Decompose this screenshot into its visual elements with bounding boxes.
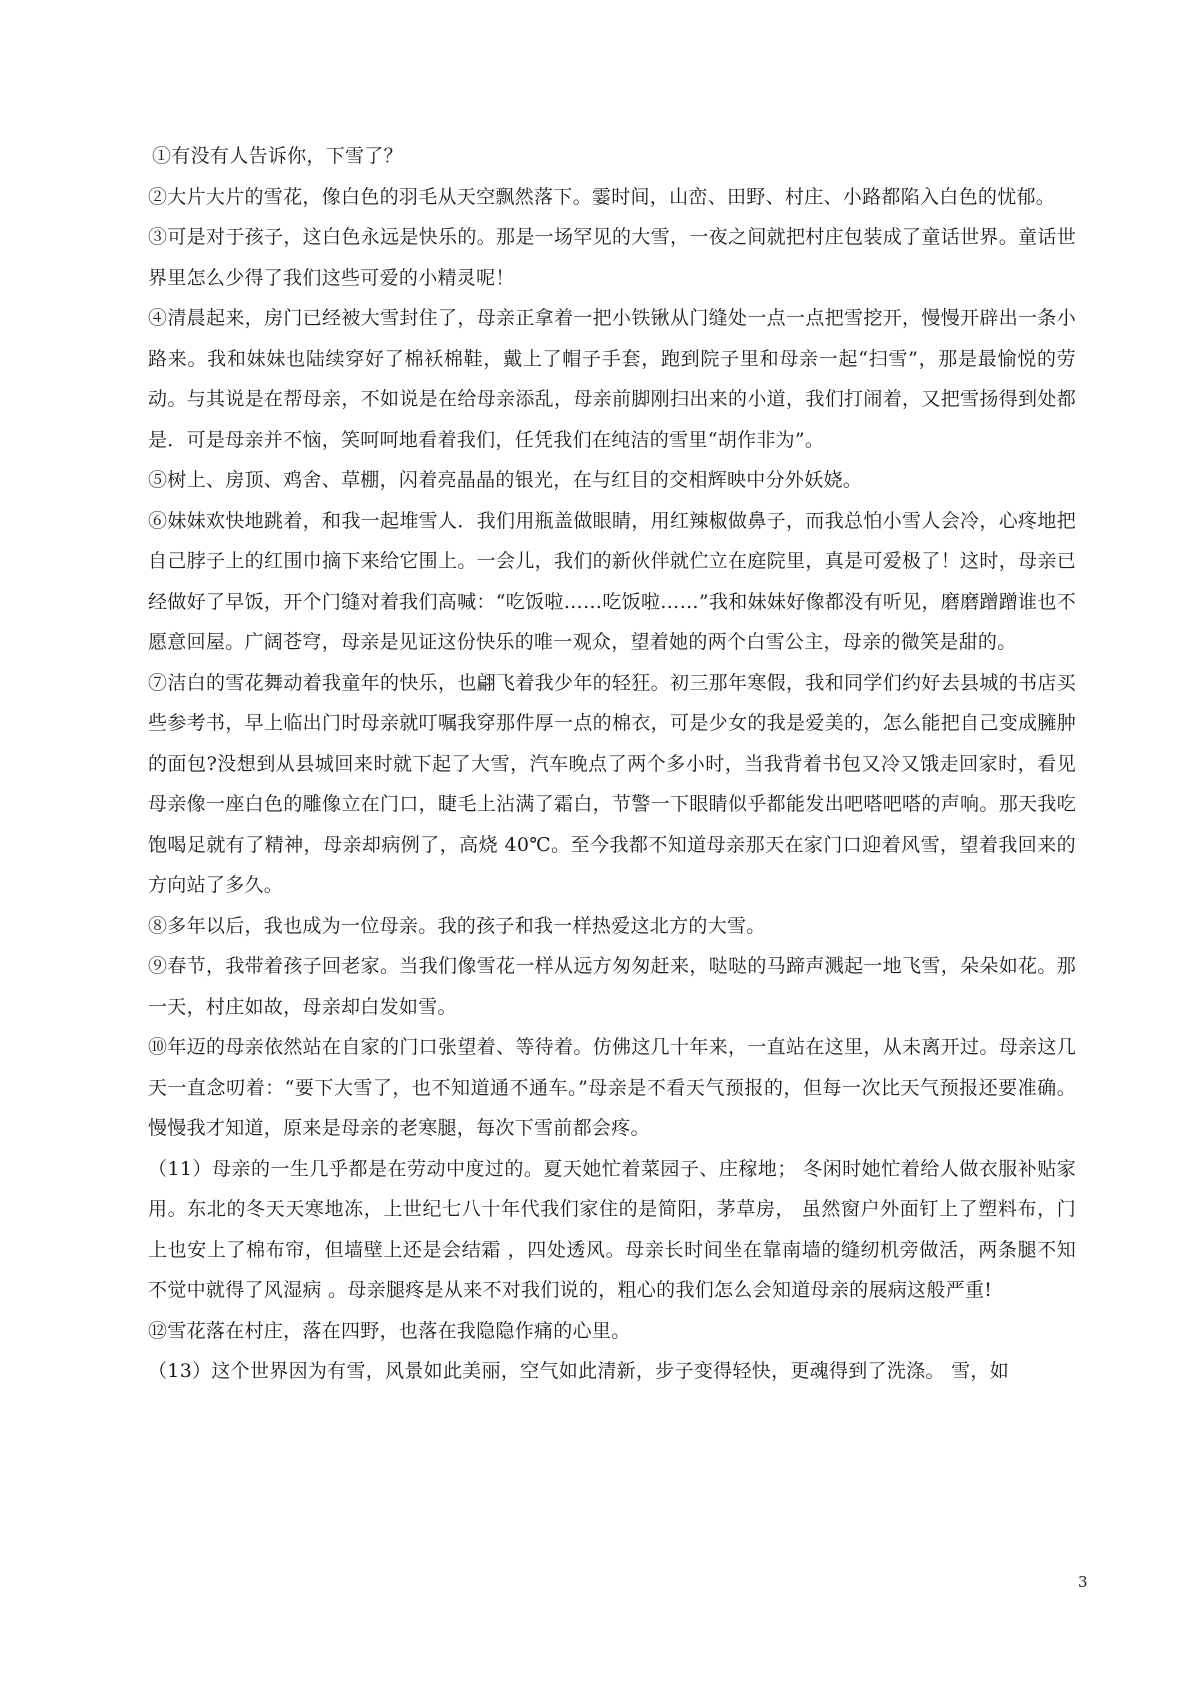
paragraph-12: ⑫雪花落在村庄，落在四野，也落在我隐隐作痛的心里。 <box>148 1319 631 1342</box>
paragraph-13: （13）这个世界因为有雪，风景如此美丽，空气如此清新，步子变得轻快，更魂得到了洗涤。 雪，如 <box>148 1360 1010 1382</box>
page-number: 3 <box>1078 1573 1088 1591</box>
paragraph-10: ⑩年迈的母亲依然站在自家的门口张望着、等待着。仿佛这几十年来，一直站在这里，从未离开过。母亲这几天一直念叨着：“要下大雪了，也不知道通不通车。”母亲是不看天气预报的，但每一次比天气预报还要准确。慢慢我才知道，原来是母亲的老寒腿，每次下雪前都会疼。 <box>148 1036 1076 1139</box>
paragraph-3: ③可是对于孩子，这白色永远是快乐的。那是一场罕见的大雪，一夜之间就把村庄包装成了童话世界。童话世界里怎么少得了我们这些可爱的小精灵呢！ <box>148 226 1076 289</box>
paragraph-11: （11）母亲的一生几乎都是在劳动中度过的。夏天她忙着菜园子、庄稼地； 冬闲时她忙着给人做衣服补贴家用。东北的冬天天寒地冻，上世纪七八十年代我们家住的是简阳，茅草房， 虽然窗户外面钉上了塑料布，门上也安上了棉布帘，但墙壁上还是会结霜 ，四处透风。母亲长时间坐在靠南墙的缝纫机旁做活，两条腿不知不觉中就得了风湿病 。母亲腿疼是从来不对我们说的，粗心的我们怎么会知道母亲的展病这般严重! <box>148 1157 1076 1301</box>
paragraph-8: ⑧多年以后，我也成为一位母亲。我的孩子和我一样热爱这北方的大雪。 <box>148 914 766 937</box>
paragraph-6: ⑥妹妹欢快地跳着，和我一起堆雪人．我们用瓶盖做眼睛，用红辣椒做鼻子，而我总怕小雪人会冷，心疼地把自己脖子上的红围巾摘下来给它围上。一会儿，我们的新伙伴就伫立在庭院里，真是可爱极了！这时，母亲已经做好了早饭，开个门缝对着我们高喊：“吃饭啦……吃饭啦……”我和妹妹好像都没有听见，磨磨蹭蹭谁也不愿意回屋。广阔苍穹，母亲是见证这份快乐的唯一观众，望着她的两个白雪公主，母亲的微笑是甜的。 <box>148 509 1076 653</box>
paragraph-2: ②大片大片的雪花，像白色的羽毛从天空飘然落下。霎时间，山峦、田野、村庄、小路都陷入白色的忧郁。 <box>148 185 1056 208</box>
article-body <box>148 136 1076 1392</box>
paragraph-9: ⑨春节，我带着孩子回老家。当我们像雪花一样从远方匆匆赶来，哒哒的马蹄声溅起一地飞雪，朵朵如花。那一天，村庄如故，母亲却白发如雪。 <box>148 955 1076 1018</box>
paragraph-4: ④清晨起来，房门已经被大雪封住了，母亲正拿着一把小铁锹从门缝处一点一点把雪挖开，慢慢开辟出一条小路来。我和妹妹也陆续穿好了棉袄棉鞋，戴上了帽子手套，跑到院子里和母亲一起“扫雪”，那是最愉悦的劳动。与其说是在帮母亲，不如说是在给母亲添乱，母亲前脚刚扫出来的小道，我们打闹着，又把雪扬得到处都是．可是母亲并不恼，笑呵呵地看着我们，任凭我们在纯洁的雪里“胡作非为”。 <box>148 307 1076 451</box>
paragraph-7: ⑦洁白的雪花舞动着我童年的快乐，也翩飞着我少年的轻狂。初三那年寒假，我和同学们约好去县城的书店买些参考书，早上临出门时母亲就叮嘱我穿那件厚一点的棉衣，可是少女的我是爱美的，怎么能把自己变成臃肿的面包?没想到从县城回来时就下起了大雪，汽车晚点了两个多小时，当我背着书包又冷又饿走回家时，看见母亲像一座白色的雕像立在门口，睫毛上沾满了霜白，节警一下眼睛似乎都能发出吧嗒吧嗒的声响。那天我吃饱喝足就有了精神，母亲却病例了，高烧 40℃。至今我都不知道母亲那天在家门口迎着风雪，望着我回来的方向站了多久。 <box>148 671 1076 896</box>
paragraph-5: ⑤树上、房顶、鸡舍、草棚，闪着亮晶晶的银光，在与红目的交相辉映中分外妖娆。 <box>148 469 863 491</box>
paragraph-1: ①有没有人告诉你，下雪了？ <box>152 145 403 167</box>
